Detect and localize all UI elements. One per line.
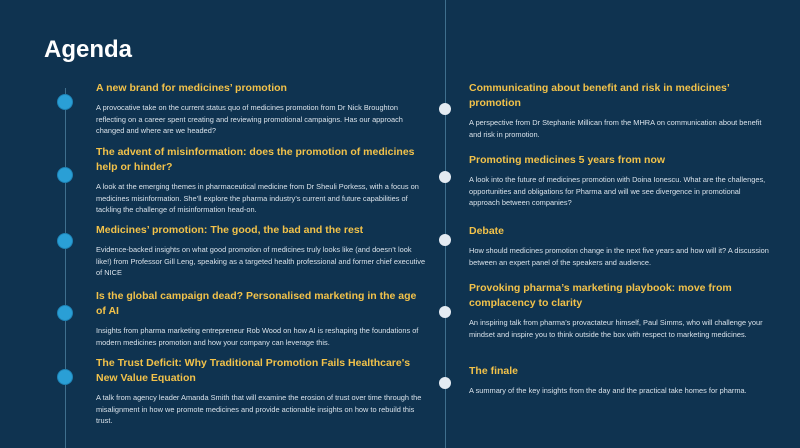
agenda-item-description: An inspiring talk from pharma’s provactateur himself, Paul Simms, who will challenge your mindset and inspire you to think outside the box with respect to marketing medicines. bbox=[469, 318, 763, 339]
timeline-dot-right-2 bbox=[439, 171, 451, 183]
timeline-dot-right-3 bbox=[439, 234, 451, 246]
agenda-item bbox=[469, 364, 769, 397]
agenda-item-heading: A new brand for medicines’ promotion bbox=[96, 82, 287, 94]
timeline-dot-left-2 bbox=[58, 168, 72, 182]
agenda-item bbox=[96, 81, 426, 137]
agenda-item-heading: Communicating about benefit and risk in medicines’ promotion bbox=[469, 82, 730, 109]
page-title: Agenda bbox=[44, 36, 133, 63]
agenda-item-heading: Promoting medicines 5 years from now bbox=[469, 154, 666, 166]
agenda-item-heading: Medicines’ promotion: The good, the bad and the rest bbox=[96, 224, 364, 236]
agenda-item-heading: The advent of misinformation: does the promotion of medicines help or hinder? bbox=[96, 146, 415, 173]
agenda-item-description: Evidence-backed insights on what good promotion of medicines truly looks like (and doesn’t look like!) from Professor Gill Leng, speaking as a targeted health professional and former chief executive of NICE bbox=[96, 245, 426, 278]
agenda-item bbox=[96, 356, 426, 427]
agenda-item-description: A talk from agency leader Amanda Smith that will examine the erosion of trust over time through the misalignment in how we promote medicines and provide actionable insights on how to rebuild this trust. bbox=[96, 393, 422, 426]
agenda-item bbox=[96, 145, 426, 216]
agenda-item-description: A look into the future of medicines promotion with Doina Ionescu. What are the challenges, opportunities and obligations for Pharma and will we see divergence in promotional approach between companies? bbox=[469, 175, 766, 208]
timeline-dot-left-4 bbox=[58, 306, 72, 320]
agenda-item-heading: Is the global campaign dead? Personalised marketing in the age of AI bbox=[96, 290, 417, 317]
agenda-item bbox=[469, 224, 769, 268]
timeline-dot-left-1 bbox=[58, 95, 72, 109]
agenda-item-heading: The finale bbox=[469, 365, 519, 377]
agenda-item bbox=[469, 153, 769, 209]
timeline-dot-left-3 bbox=[58, 234, 72, 248]
agenda-item-description: A look at the emerging themes in pharmaceutical medicine from Dr Sheuli Porkess, with a focus on medicines misinformation. She’ll explore the pharma industry’s current and future capabilities of tackling the challenge of misinformation head-on. bbox=[96, 182, 419, 215]
agenda-item-heading: The Trust Deficit: Why Traditional Promotion Fails Healthcare's New Value Equation bbox=[96, 357, 411, 384]
agenda-item-heading: Provoking pharma’s marketing playbook: move from complacency to clarity bbox=[469, 282, 732, 309]
agenda-item bbox=[96, 289, 426, 348]
agenda-item-heading: Debate bbox=[469, 225, 505, 237]
agenda-item-description: A provocative take on the current status quo of medicines promotion from Dr Nick Broughton reflecting on a career spent creating and reviewing promotional campaigns. Has our approach changed and where are we headed? bbox=[96, 103, 403, 136]
agenda-item-description: Insights from pharma marketing entrepreneur Rob Wood on how AI is reshaping the foundations of modern medicines promotion and how your company can leverage this. bbox=[96, 326, 419, 347]
agenda-item-description: How should medicines promotion change in the next five years and how will it? A discussion between an expert panel of the speakers and audience. bbox=[469, 246, 769, 267]
timeline-dot-right-1 bbox=[439, 103, 451, 115]
left-timeline-line bbox=[65, 88, 66, 448]
agenda-item bbox=[469, 81, 769, 140]
timeline-dot-left-5 bbox=[58, 370, 72, 384]
agenda-item bbox=[96, 223, 426, 279]
timeline-dot-right-4 bbox=[439, 306, 451, 318]
agenda-item-description: A summary of the key insights from the day and the practical take homes for pharma. bbox=[469, 386, 747, 395]
agenda-item-description: A perspective from Dr Stephanie Millican from the MHRA on communication about benefit and risk in promotion. bbox=[469, 118, 762, 139]
timeline-dot-right-5 bbox=[439, 377, 451, 389]
agenda-item bbox=[469, 281, 769, 340]
